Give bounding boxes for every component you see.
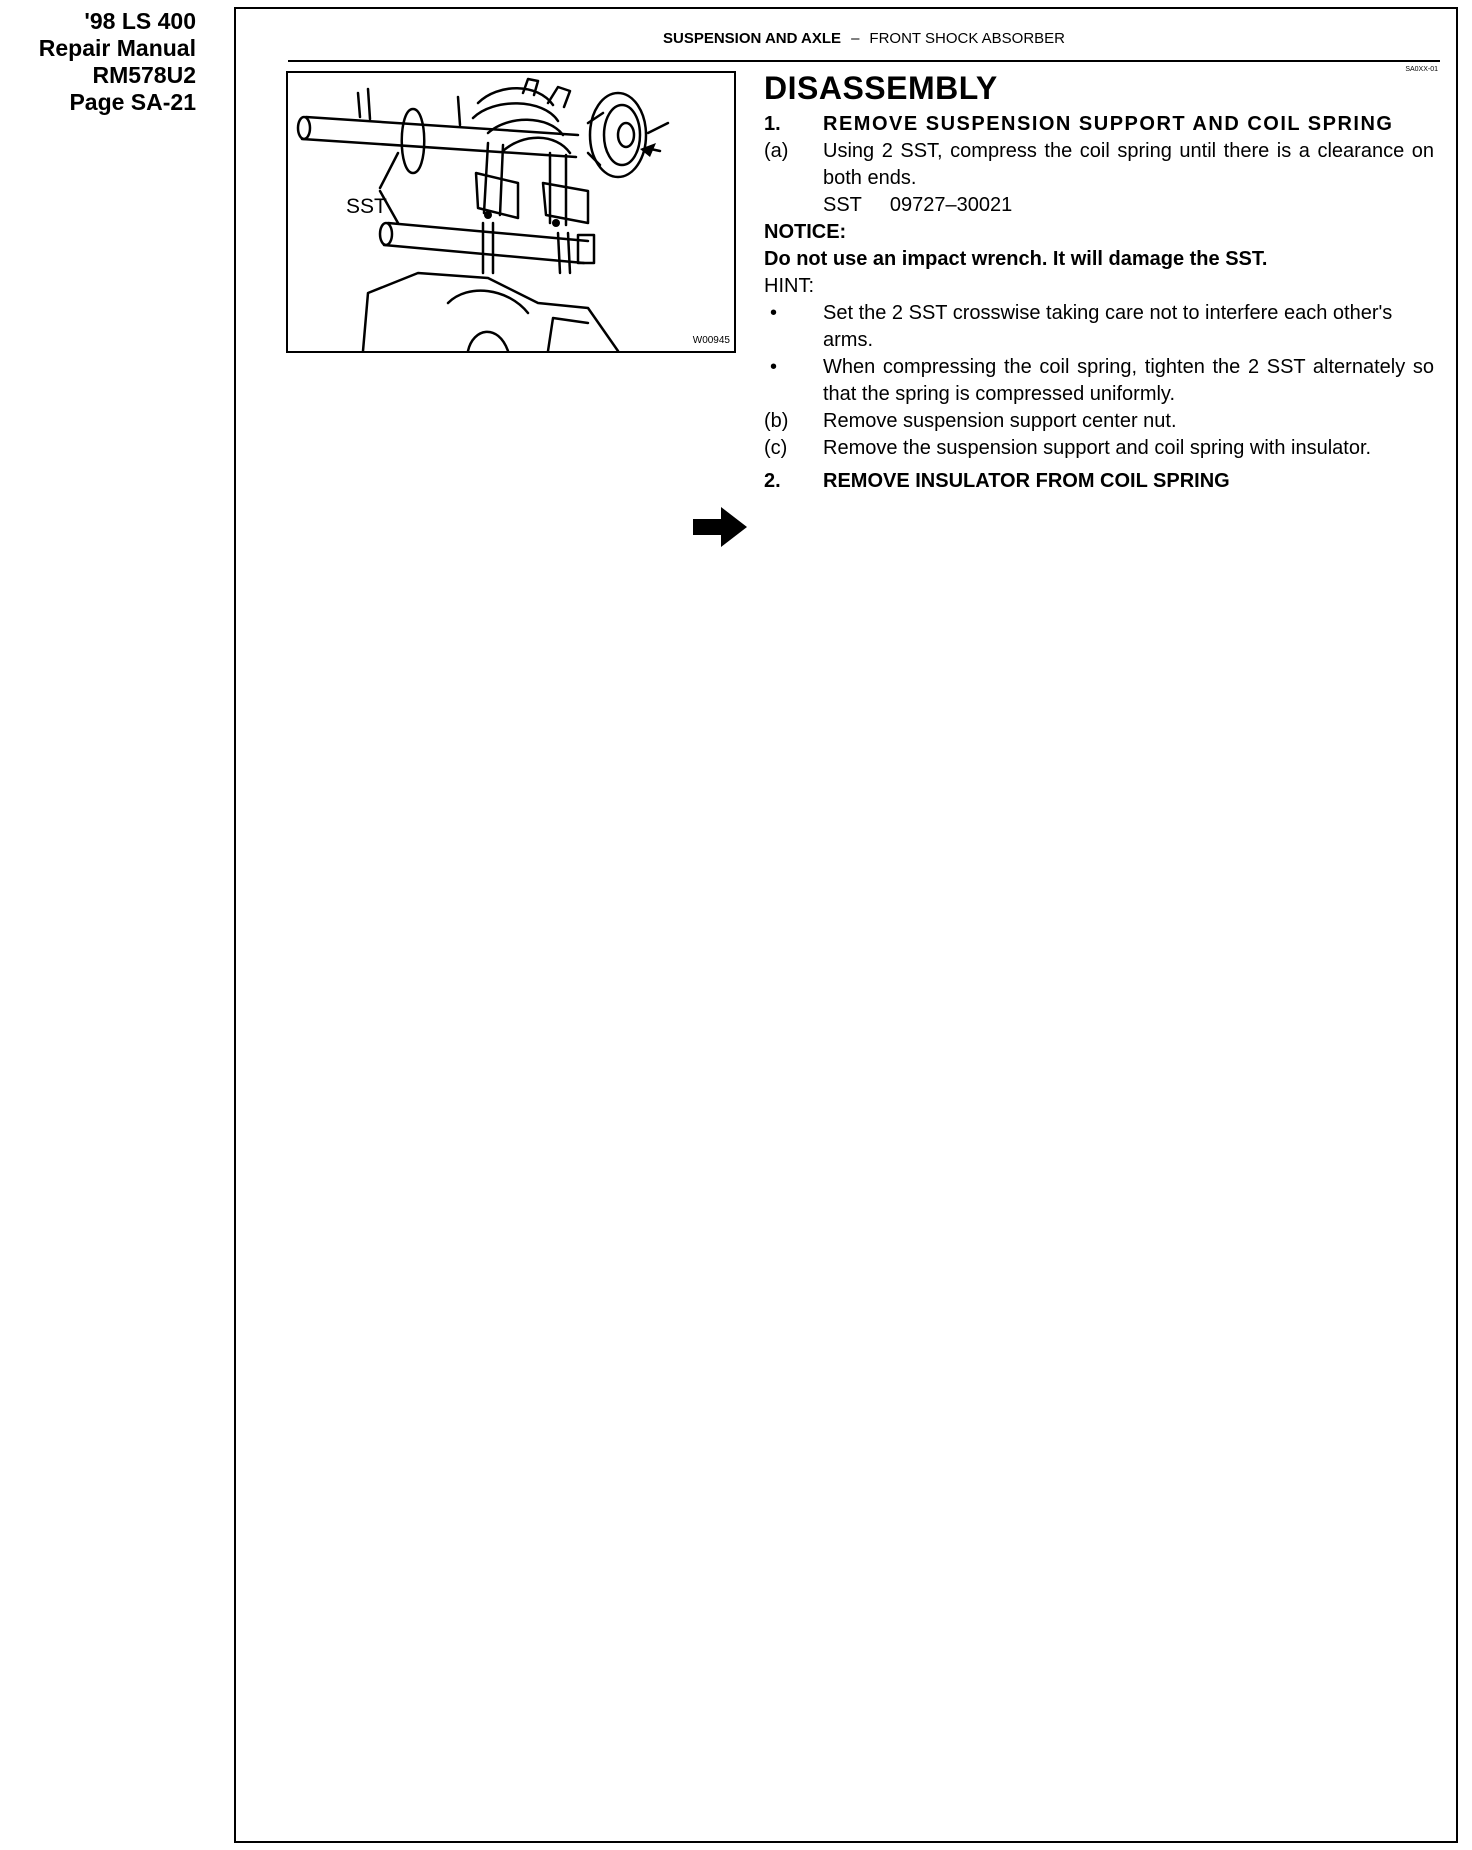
- manual-page: [234, 7, 1458, 1843]
- page-number: Page SA-21: [69, 89, 196, 115]
- header-separator: –: [851, 30, 860, 47]
- step-1-number: 1.: [764, 113, 781, 135]
- manual-reference: [39, 8, 196, 116]
- step-1b: [764, 408, 1434, 435]
- step-pointer-arrow-icon: [691, 503, 749, 556]
- header-subsection: FRONT SHOCK ABSORBER: [869, 30, 1066, 47]
- step-1b-text: Remove suspension support center nut.: [823, 410, 1177, 432]
- step-1a: [764, 138, 1434, 192]
- bullet-symbol: •: [770, 302, 778, 324]
- step-2-label: REMOVE INSULATOR FROM COIL SPRING: [823, 470, 1230, 492]
- sst-part-number: [764, 192, 1434, 219]
- manual-code: RM578U2: [92, 62, 196, 88]
- section-title: DISASSEMBLY: [764, 70, 998, 106]
- hint-bullet: [764, 300, 1434, 354]
- hint-bullet: [764, 354, 1434, 408]
- bullet-symbol: •: [770, 356, 778, 378]
- step-1a-letter: (a): [764, 140, 789, 162]
- sst-label: SST: [823, 194, 862, 216]
- step-1: [764, 111, 1434, 138]
- hint-heading: HINT:: [764, 275, 814, 297]
- page-header: [288, 30, 1440, 62]
- step-1c-text: Remove the suspension support and coil spring with insulator.: [823, 437, 1372, 459]
- notice-text: Do not use an impact wrench. It will damage the SST.: [764, 248, 1268, 270]
- disassembly-section: [764, 69, 1434, 495]
- step-1c: [764, 435, 1434, 462]
- figure-code: W00945: [692, 335, 730, 346]
- sst-code: 09727–30021: [889, 194, 1013, 216]
- step-1b-letter: (b): [764, 410, 789, 432]
- notice-heading: NOTICE:: [764, 221, 847, 243]
- step-2-number: 2.: [764, 470, 781, 492]
- model-label: '98 LS 400: [84, 8, 196, 34]
- step-1-label: REMOVE SUSPENSION SUPPORT AND COIL SPRING: [823, 113, 1394, 135]
- manual-label: Repair Manual: [38, 35, 196, 61]
- doc-code: SA0XX-01: [1405, 66, 1438, 73]
- hint-bullet-text: When compressing the coil spring, tighten the 2 SST alternately so that the spring is compressed uniformly.: [823, 356, 1434, 405]
- figure-sst-label: SST: [346, 195, 387, 218]
- step-1a-text: Using 2 SST, compress the coil spring until there is a clearance on both ends.: [823, 140, 1434, 189]
- hint-bullet-text: Set the 2 SST crosswise taking care not to interfere each other's arms.: [823, 302, 1393, 351]
- illustration-sst-compressing-spring: [286, 71, 736, 353]
- step-2: [764, 468, 1434, 495]
- step-1c-letter: (c): [764, 437, 788, 459]
- header-section: SUSPENSION AND AXLE: [662, 30, 842, 47]
